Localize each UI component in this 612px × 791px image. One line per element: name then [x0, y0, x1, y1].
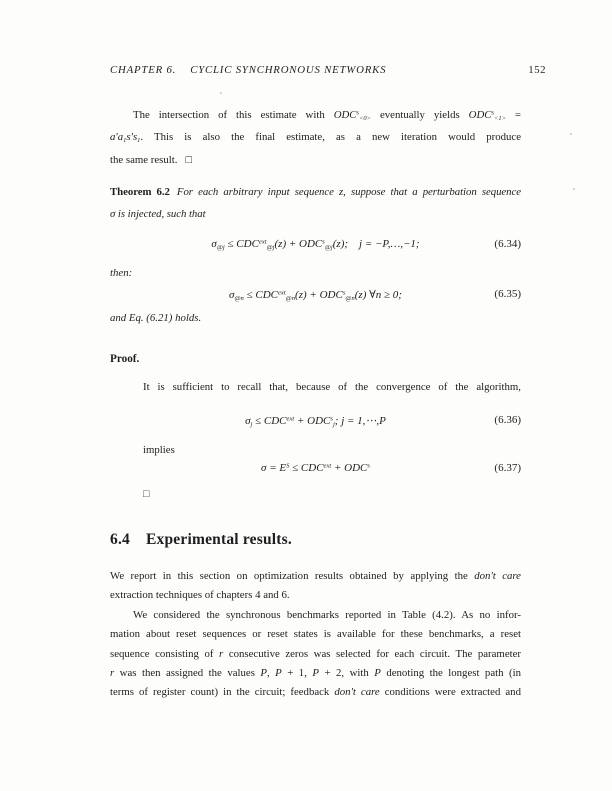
equation-body: $\sigma_{@n} \le CDC^{ext}_{@n}(z) + ODC^s_{@n}(z)$ ∀n ≥ 0; [229, 289, 402, 302]
text-line: terms of register count) in the circuit; feedback don't care conditions were extracted and [110, 686, 521, 699]
theorem-statement-line: σ is injected, such that [110, 208, 206, 220]
text-line: r was then assigned the values P, P + 1, P + 2, with P denoting the longest path (in [110, 667, 521, 680]
running-head-chapter: CHAPTER 6. [110, 64, 177, 76]
equation-body: $\sigma_{@j} \le CDC^{ext}_{@j}(z) + ODC^s_{@j}(z)$; j = −P,…,−1; [211, 238, 420, 251]
text-line: We considered the synchronous benchmarks reported in Table (4.2). As no infor- [133, 608, 521, 621]
scan-speck [573, 188, 575, 190]
equation-body: $\sigma_j \le CDC^{ext} + ODC^s_j$; j = 1,⋯,P [245, 415, 386, 428]
text-line: the same result. □ [110, 153, 193, 166]
equation-number: (6.36) [494, 414, 521, 426]
equation-number: (6.34) [494, 238, 521, 250]
text-line: $a'a_1s's_1$. This is also the final estimate, as a new iteration would produce [110, 131, 521, 145]
scan-speck [220, 92, 222, 94]
equation-body: $\sigma = E^S \le CDC^{ext} + ODC^s$ [261, 462, 370, 474]
then-text: then: [110, 267, 133, 279]
section-number: 6.4 [110, 531, 130, 548]
theorem-text: For each arbitrary input sequence z, suppose that a perturbation sequence [176, 186, 521, 198]
text-line: mation about reset sequences or reset states is available for these benchmarks, a reset [110, 628, 521, 641]
equation-number: (6.35) [494, 288, 521, 300]
equation-6-37 [110, 462, 521, 474]
experimental-results-paragraphs [110, 567, 521, 703]
example-conclusion-paragraph [110, 104, 521, 171]
theorem-6-2 [110, 181, 521, 225]
text-line: We report in this section on optimization results obtained by applying the don't care [110, 570, 521, 582]
page-header [110, 64, 546, 76]
end-of-proof-square: □ [143, 489, 150, 500]
scan-speck [570, 133, 572, 135]
running-head-title: CYCLIC SYNCHRONOUS NETWORKS [190, 64, 387, 76]
page-number: 152 [528, 64, 546, 76]
text-line: extraction techniques of chapters 4 and 6. [110, 589, 290, 602]
equation-6-36 [110, 414, 521, 427]
section-heading [110, 531, 292, 549]
proof-label: Proof. [110, 353, 140, 365]
equation-6-35 [110, 288, 521, 301]
equation-6-34 [110, 238, 521, 250]
proof-first-line: It is sufficient to recall that, because of the convergence of the algorithm, [143, 381, 521, 393]
and-eq-holds-text: and Eq. (6.21) holds. [110, 312, 202, 324]
implies-text: implies [143, 444, 175, 456]
text-line: sequence consisting of r consecutive zeros was selected for each circuit. The parameter [110, 647, 522, 660]
text-line: The intersection of this estimate with $ODC^s_{<0>}$ eventually yields $ODC^s_{<1>}$ = [133, 109, 522, 122]
theorem-label: Theorem 6.2 [110, 186, 170, 198]
theorem-statement-line [110, 181, 521, 203]
equation-number: (6.37) [494, 462, 521, 474]
section-title: Experimental results. [145, 531, 292, 548]
